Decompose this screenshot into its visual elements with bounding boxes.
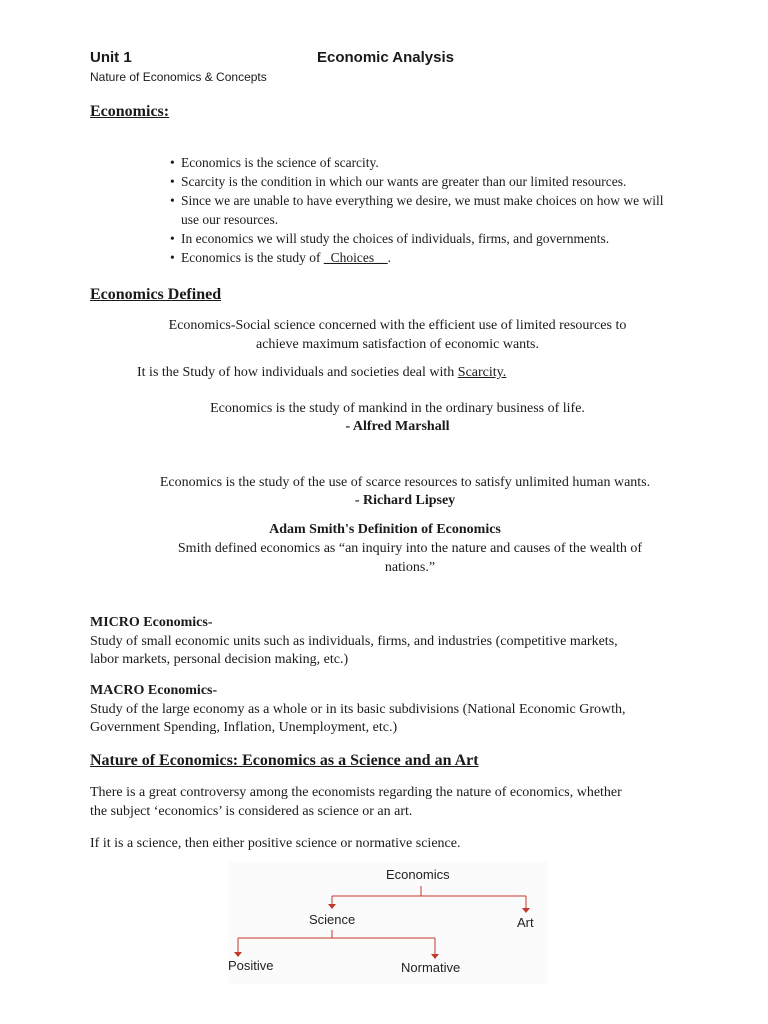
micro-text: labor markets, personal decision making, etc.): [90, 652, 349, 667]
bullet-item: • Since we are unable to have everything we desire, we must make choices on how we will use our resources.: [170, 191, 681, 229]
smith-line: nations.”: [384, 559, 436, 575]
bullet-item: • In economics we will study the choices of individuals, firms, and governments.: [170, 229, 730, 248]
macro-text: Government Spending, Inflation, Unemployment, etc.): [90, 720, 398, 735]
science-type-paragraph: If it is a science, then either positive science or normative science.: [90, 836, 461, 851]
bullet-item: • Scarcity is the condition in which our wants are greater than our limited resources.: [170, 172, 730, 191]
bullet-item: • Economics is the science of scarcity.: [170, 153, 730, 172]
lipsey-quote: Economics is the study of the use of scarce resources to satisfy unlimited human wants.: [159, 475, 651, 490]
diagram-normative-label: Normative: [401, 960, 461, 975]
bullet-text: Economics is the study of: [181, 250, 324, 265]
diagram-science-label: Science: [309, 912, 356, 927]
economics-heading: Economics:: [90, 103, 170, 120]
micro-heading: MICRO Economics-: [90, 615, 213, 630]
micro-text: Study of small economic units such as individuals, firms, and industries (competitive markets,: [90, 633, 618, 649]
diagram-positive-label: Positive: [228, 958, 274, 973]
smith-definition: [90, 540, 730, 577]
smith-line: Smith defined economics as “an inquiry into the nature and causes of the wealth of: [177, 541, 643, 556]
scarcity-word: Scarcity.: [457, 365, 507, 380]
choices-blank: _Choices__: [323, 250, 388, 265]
document-subtitle: Nature of Economics & Concepts: [90, 70, 267, 84]
unit-label: Unit 1: [90, 49, 132, 66]
economics-defined-heading: Economics Defined: [90, 286, 222, 303]
scarcity-statement: [137, 364, 506, 383]
diagram-art-label: Art: [517, 915, 534, 930]
social-science-definition: [90, 317, 705, 354]
nature-line: There is a great controversy among the economists regarding the nature of economics, whether: [90, 785, 622, 800]
definition-line: Economics-Social science concerned with the efficient use of limited resources to: [168, 318, 627, 333]
marshall-author: - Alfred Marshall: [345, 419, 450, 434]
economics-tree-diagram: [228, 862, 548, 984]
arrow-head-positive: [234, 952, 242, 957]
definition-line: achieve maximum satisfaction of economic wants.: [255, 336, 540, 352]
macro-text: Study of the large economy as a whole or in its basic subdivisions (National Economic Growth,: [90, 701, 626, 717]
nature-paragraph: [90, 784, 730, 821]
nature-line: the subject ‘economics’ is considered as science or an art.: [90, 803, 413, 819]
nature-heading: Nature of Economics: Economics as a Science and an Art: [90, 752, 479, 769]
micro-section: [90, 614, 730, 670]
lipsey-author: - Richard Lipsey: [354, 493, 456, 508]
macro-heading: MACRO Economics-: [90, 683, 218, 698]
macro-section: [90, 682, 730, 738]
bullet-item-choices: [170, 248, 730, 267]
diagram-root-label: Economics: [386, 867, 450, 882]
smith-heading: Adam Smith's Definition of Economics: [269, 522, 501, 537]
document-title: Economic Analysis: [317, 49, 454, 66]
arrow-head-art: [522, 908, 530, 913]
arrow-head-science: [328, 904, 336, 909]
scarcity-text: It is the Study of how individuals and societies deal with: [137, 365, 458, 380]
economics-bullet-list: [170, 153, 730, 267]
marshall-quote: Economics is the study of mankind in the ordinary business of life.: [210, 401, 585, 416]
bullet-suffix: .: [387, 250, 391, 265]
arrow-head-normative: [431, 954, 439, 959]
